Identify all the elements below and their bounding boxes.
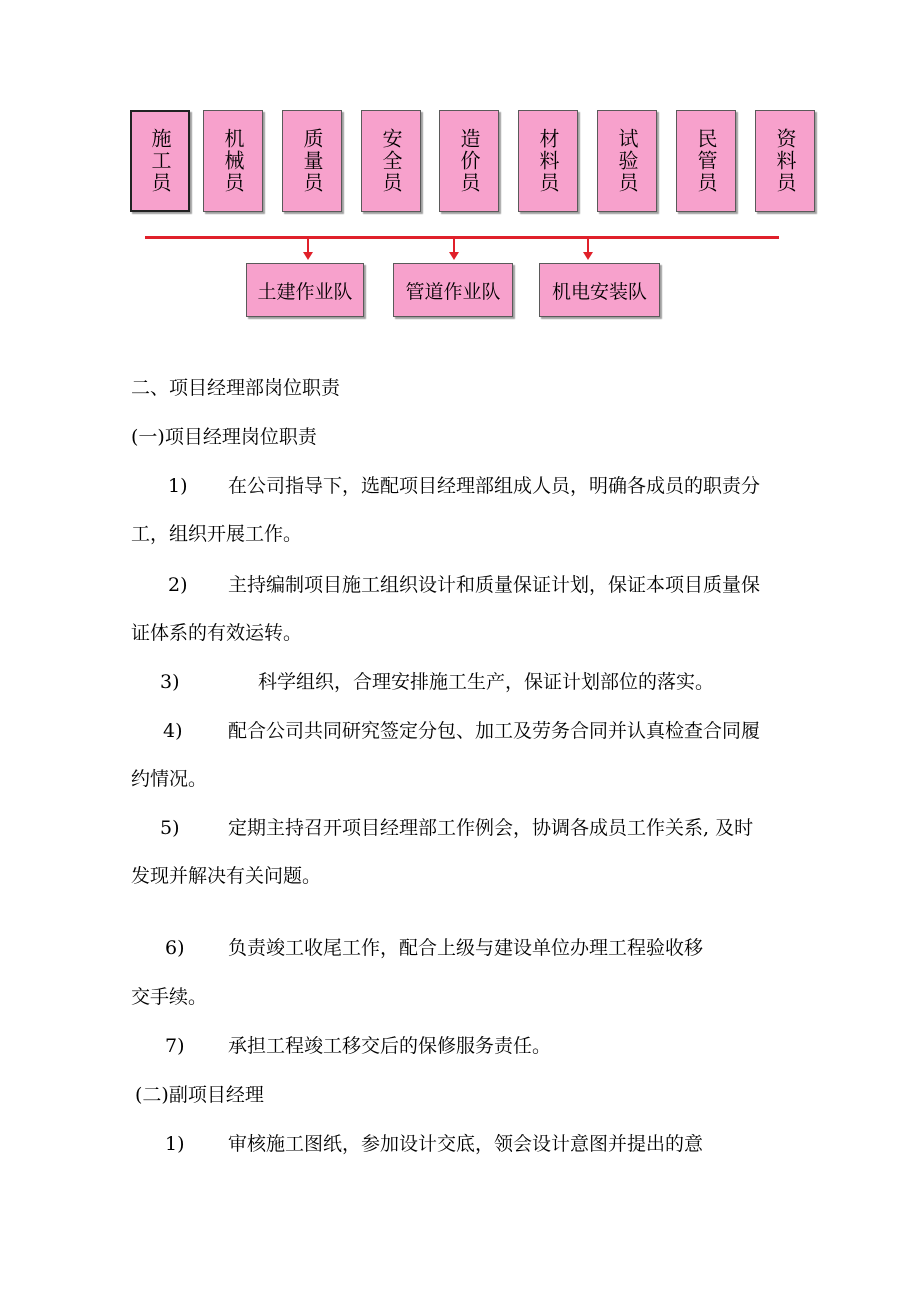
item-number: 1): [165, 1133, 185, 1155]
subsection-title: (一)项目经理岗位职责: [131, 426, 317, 448]
item-continuation: 证体系的有效运转。: [131, 622, 303, 644]
connector-line: [145, 236, 779, 239]
role-label: 质量员: [300, 128, 324, 194]
team-label: 土建作业队: [257, 280, 353, 303]
arrow-down-icon: [303, 252, 313, 260]
team-label: 机电安装队: [551, 280, 647, 303]
item-text: 定期主持召开项目经理部工作例会，协调各成员工作关系, 及时: [228, 817, 754, 839]
role-box-machinery: [203, 110, 263, 212]
role-label: 材料员: [536, 128, 560, 194]
role-label: 资料员: [773, 128, 797, 194]
role-label: 造价员: [457, 128, 481, 194]
role-label: 试验员: [615, 128, 639, 194]
item-number: 4): [163, 720, 183, 742]
role-box-material: [518, 110, 578, 212]
item-text: 科学组织，合理安排施工生产，保证计划部位的落实。: [258, 671, 715, 693]
item-text: 在公司指导下，选配项目经理部组成人员，明确各成员的职责分: [228, 475, 761, 497]
arrow-down-icon: [449, 252, 459, 260]
subsection-title: (二)副项目经理: [135, 1084, 264, 1106]
role-box-testing: [597, 110, 657, 212]
role-box-safety: [361, 110, 421, 212]
role-label: 民管员: [694, 128, 718, 194]
team-label: 管道作业队: [405, 280, 501, 303]
role-label: 施工员: [148, 128, 172, 194]
role-box-cost: [439, 110, 499, 212]
item-text: 承担工程竣工移交后的保修服务责任。: [228, 1035, 552, 1057]
arrow-down-icon: [583, 252, 593, 260]
item-text: 主持编制项目施工组织设计和质量保证计划，保证本项目质量保: [228, 574, 761, 596]
team-box-pipeline: [393, 263, 513, 317]
role-box-civil-admin: [676, 110, 736, 212]
item-text: 审核施工图纸，参加设计交底，领会设计意图并提出的意: [228, 1133, 704, 1155]
team-box-electromechanical: [539, 263, 660, 317]
item-number: 1): [168, 475, 188, 497]
item-number: 7): [165, 1035, 185, 1057]
role-box-construction: [130, 110, 190, 212]
item-continuation: 工，组织开展工作。: [131, 523, 303, 545]
role-box-quality: [282, 110, 342, 212]
item-text: 负责竣工收尾工作，配合上级与建设单位办理工程验收移: [228, 937, 704, 959]
section-title: 二、项目经理部岗位职责: [131, 377, 341, 399]
item-number: 3): [160, 671, 180, 693]
item-continuation: 交手续。: [131, 986, 208, 1008]
role-label: 安全员: [379, 128, 403, 194]
item-continuation: 发现并解决有关问题。: [131, 865, 322, 887]
item-number: 2): [168, 574, 188, 596]
role-label: 机械员: [221, 128, 245, 194]
item-number: 5): [160, 817, 180, 839]
item-number: 6): [165, 937, 185, 959]
team-box-civil: [246, 263, 364, 317]
item-text: 配合公司共同研究签定分包、加工及劳务合同并认真检查合同履: [228, 720, 761, 742]
item-continuation: 约情况。: [131, 768, 208, 790]
role-box-documents: [755, 110, 815, 212]
